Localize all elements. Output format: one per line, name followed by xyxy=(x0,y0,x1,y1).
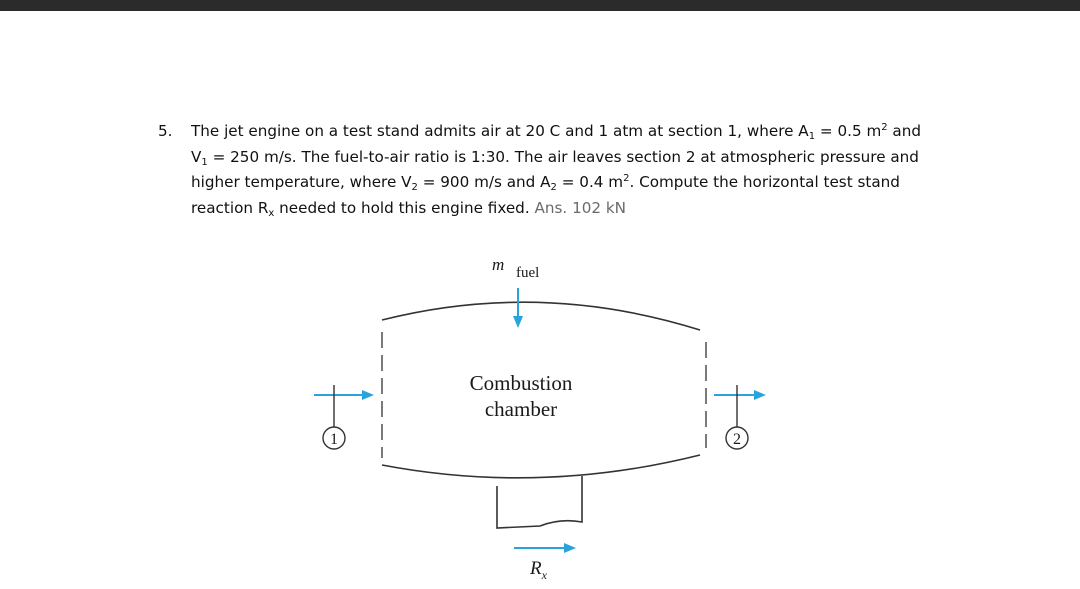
section-2-label: 2 xyxy=(733,431,741,448)
superscript: 2 xyxy=(623,173,630,185)
section-1-label: 1 xyxy=(330,431,338,448)
text-segment: = 900 m/s and A xyxy=(417,173,551,192)
problem-number: 5. xyxy=(158,122,173,140)
section-1-arrow-head xyxy=(362,390,374,400)
mass-flow-symbol: m xyxy=(492,255,505,274)
reaction-letter: R xyxy=(530,558,542,579)
test-stand xyxy=(497,476,582,528)
subscript: 2 xyxy=(411,182,418,194)
engine-top-wall xyxy=(382,302,700,330)
superscript: 2 xyxy=(881,122,888,133)
section-2-arrow-head xyxy=(754,390,766,400)
fuel-arrow-head xyxy=(513,316,523,328)
subscript: 2 xyxy=(550,182,557,194)
text-segment: = 250 m/s. The fuel-to-air ratio is 1:30. The air leaves section 2 at atmospheric pressure and higher temperature, where V xyxy=(191,147,919,192)
text-segment: = 0.4 m xyxy=(556,173,624,192)
reaction-subscript: x xyxy=(541,568,547,582)
reaction-arrow-head xyxy=(564,543,576,553)
text-segment: needed to hold this engine fixed. xyxy=(274,198,530,217)
fuel-label: fuel xyxy=(516,265,540,281)
text-segment: = 0.5 m xyxy=(815,122,882,140)
subscript: 1 xyxy=(808,131,816,142)
engine-bottom-wall xyxy=(382,455,700,478)
reaction-symbol xyxy=(529,558,548,582)
answer: Ans. 102 kN xyxy=(534,198,627,217)
chamber-label-line2: chamber xyxy=(484,397,558,421)
text-segment: The jet engine on a test stand admits air at 20 C and 1 atm at section 1, where A xyxy=(191,122,809,140)
text-segment: and V xyxy=(191,122,922,166)
subscript: x xyxy=(268,207,275,219)
text-segment: . Compute the horizontal test stand reaction R xyxy=(191,173,900,217)
chamber-label-line1: Combustion xyxy=(469,371,573,395)
subscript: 1 xyxy=(201,156,208,168)
